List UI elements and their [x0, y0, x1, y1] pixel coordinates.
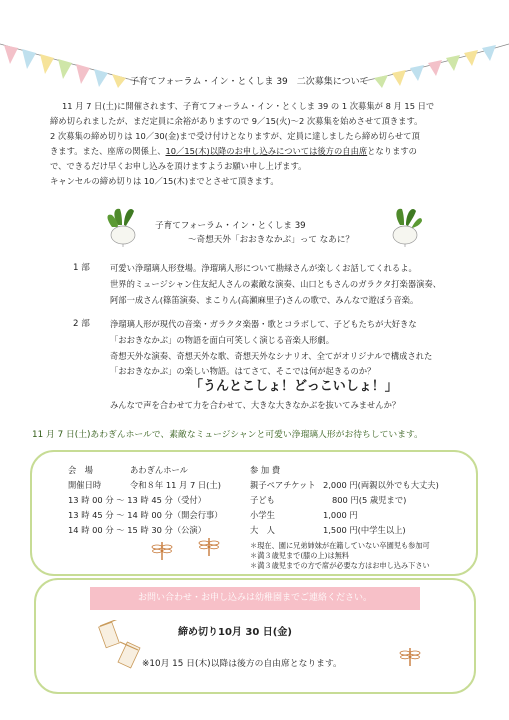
- date-label: 開催日時: [68, 480, 102, 490]
- intro-line-5: で、できるだけ早くお申し込みを頂けますようお願い申し上げます。: [50, 161, 307, 171]
- dragonfly-icon: [150, 538, 174, 562]
- fee-note-1: ＊現在、園に兄弟姉妹が在籍していない卒園児も参加可: [250, 541, 430, 550]
- intro-line-4: [50, 145, 417, 158]
- fee-name-elementary: 小学生: [250, 510, 275, 520]
- fee-price-adult: 1,500 円(中学生以上): [323, 525, 406, 535]
- intro-line-1: 11 月 7 日(土)に開催されます、子育てフォーラム・イン・とくしま 39 の 1 次募集が 8 月 15 日で: [62, 101, 435, 111]
- scroll-icon: [116, 640, 142, 670]
- venue-value: あわぎんホール: [130, 465, 188, 475]
- part2-highlight: 「うんとこしょ！どっこいしょ！」: [190, 379, 398, 394]
- fee-name-child: 子ども: [250, 495, 275, 505]
- part2-line-1: 浄瑠璃人形が現代の音楽・ガラクタ楽器・歌とコラボして、子どもたちが大好きな: [110, 319, 417, 329]
- fee-note-2: ＊満３歳児まで(膝の上)は無料: [250, 551, 350, 560]
- deadline-text: 締め切り10月 30 日(金): [178, 627, 292, 638]
- contact-note: ※10月 15 日(木)以降は後方の自由席となります。: [142, 659, 342, 669]
- time-row-3: 14 時 00 分 ～ 15 時 30 分（公演）: [68, 525, 207, 535]
- venue-label: 会 場: [68, 465, 93, 475]
- event-announcement: 11 月 7 日(土)あわぎんホールで、素敵なミュージシャンと可愛い浄瑠璃人形がお待ちしています。: [32, 430, 423, 440]
- part1-line-2: 世界的ミュージシャン住友紀人さんの素敵な演奏、山口ともさんのガラクタ打楽器演奏、: [110, 279, 442, 289]
- intro-line-3: 2 次募集の締め切りは 10／30(金)まで受け付けとなりますが、定員に達しましたら締め切らせて頂: [50, 131, 420, 141]
- intro-line-4-a: きます。また、座席の関係上、: [50, 146, 166, 156]
- fee-note-3: ＊満３歳児までの方で席が必要な方はお申し込み下さい: [250, 561, 430, 570]
- dragonfly-icon: [398, 644, 422, 668]
- section-title-2: ～奇想天外「おおきなかぶ」って なあに？: [188, 235, 355, 245]
- date-value: 令和８年 11 月 7 日(土): [130, 480, 221, 490]
- part2-line-3: 奇想天外な演奏、奇想天外な歌、奇想天外なシナリオ、全てがオリジナルで構成された: [110, 351, 433, 361]
- part1-line-1: 可愛い浄瑠璃人形登場。浄瑠璃人形について勘緑さんが楽しくお話してくれるよ。: [110, 263, 417, 273]
- part2-line-4: 「おおきなかぶ」の楽しい物語。はてさて、そこでは何が起きるのか？: [110, 366, 376, 376]
- dragonfly-icon: [197, 534, 221, 558]
- fee-price-elementary: 1,000 円: [323, 510, 358, 520]
- turnip-left-illustration: [104, 205, 144, 247]
- section-title-1: 子育てフォーラム・イン・とくしま 39: [155, 221, 306, 231]
- intro-line-2: 締め切られましたが、まだ定員に余裕がありますので 9／15(火)～2 次募集を始めさせて頂きます。: [50, 116, 423, 126]
- time-row-1: 13 時 00 分 ～ 13 時 45 分（受付）: [68, 495, 207, 505]
- contact-banner: お問い合わせ・お申し込みは幼稚園までご連絡ください。: [90, 587, 420, 610]
- time-row-2: 13 時 45 分 ～ 14 時 00 分（開会行事）: [68, 510, 223, 520]
- page-title: 子育てフォーラム・イン・とくしま 39 二次募集について: [130, 77, 369, 87]
- part2-line-2: 「おおきなかぶ」の物語を面白可笑しく演じる音楽人形劇。: [110, 335, 335, 345]
- intro-line-6: キャンセルの締め切りは 10／15(木)までとさせて頂きます。: [50, 176, 279, 186]
- bunting-left-decoration: [0, 38, 140, 88]
- part2-line-5: みんなで声を合わせて力を合わせて、大きな大きなかぶを抜いてみませんか？: [110, 400, 401, 410]
- part2-label: 2 部: [73, 319, 90, 329]
- part1-line-3: 阿部一成さん(篠笛演奏、まこりん(高瀬麻里子)さんの歌で、みんなで遊ぼう音楽。: [110, 295, 419, 305]
- intro-line-4-c: となりますの: [367, 146, 417, 156]
- intro-line-4-underlined: 10／15(木)以降のお申し込みについては後方の自由席: [165, 146, 368, 156]
- fee-name-pair: 親子ペアチケット: [250, 480, 316, 490]
- bunting-right-decoration: [360, 38, 509, 88]
- fee-label: 参 加 費: [250, 465, 281, 475]
- fee-name-adult: 大 人: [250, 525, 275, 535]
- part1-label: 1 部: [73, 263, 90, 273]
- fee-price-pair: 2,000 円(両親以外でも大丈夫): [323, 480, 439, 490]
- turnip-right-illustration: [386, 205, 426, 247]
- fee-price-child: 800 円(5 歳児まで): [332, 495, 407, 505]
